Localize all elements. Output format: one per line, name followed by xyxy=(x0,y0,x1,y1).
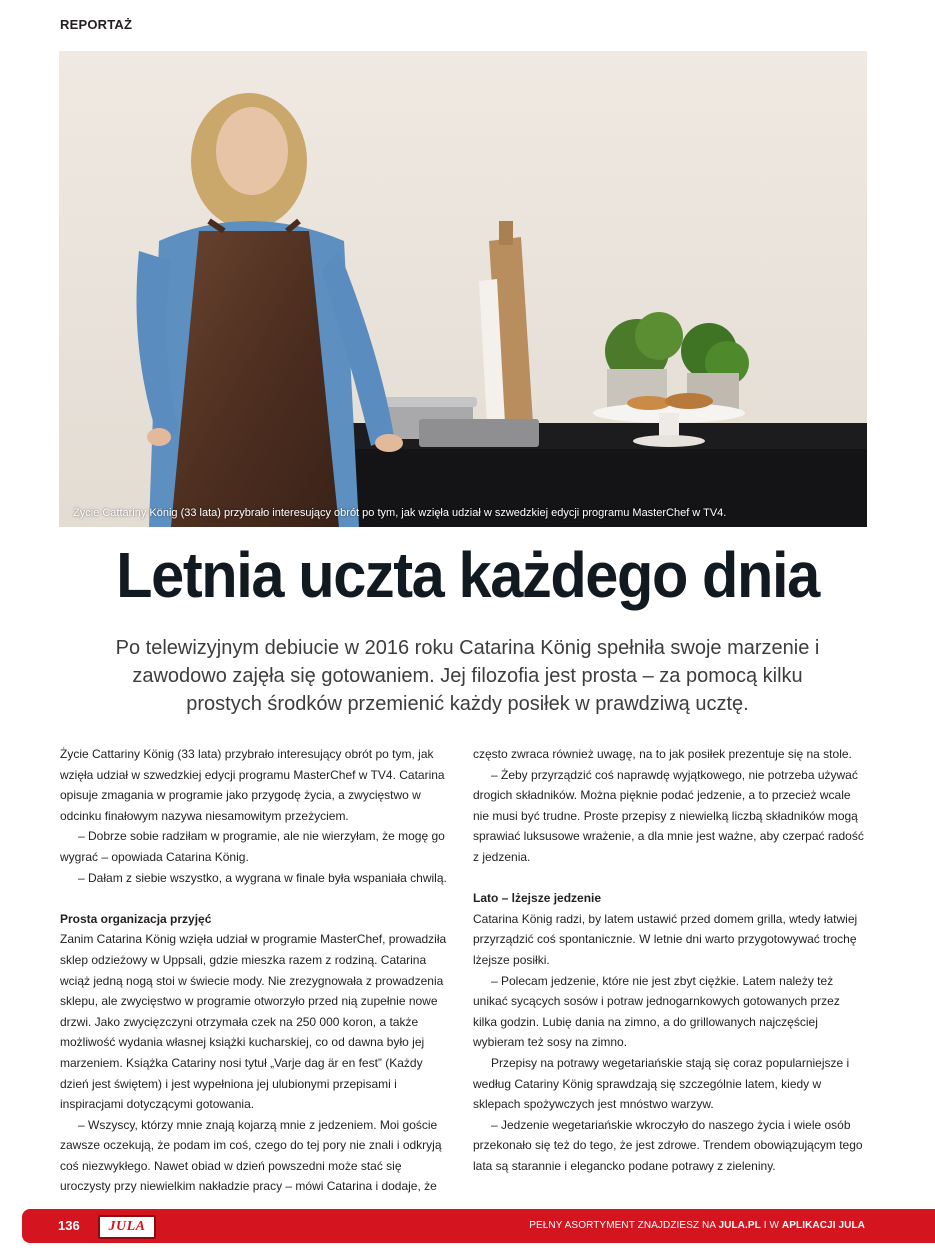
body-paragraph: często zwraca również uwagę, na to jak posiłek prezentuje się na stole. xyxy=(473,747,852,761)
footer-bar xyxy=(22,1209,935,1243)
subheading: Lato – lżejsze jedzenie xyxy=(473,891,602,906)
right-column xyxy=(473,744,865,1176)
hero-photo-illustration xyxy=(59,51,867,527)
headline: Letnia uczta każdego dnia xyxy=(116,539,819,611)
body-paragraph: – Żeby przyrządzić coś naprawdę wyjątkowego, nie potrzeba używać drogich składników. Można pięknie podać jedzenie, a to przecież wcale nie musi być trudne. Proste przepisy z niewielką liczbą składników mogą sprawiać luksusowe wrażenie, a dla mnie jest ważne, aby czerpać radość z jedzenia. xyxy=(473,767,864,864)
left-column xyxy=(60,744,452,1197)
body-paragraph: – Polecam jedzenie, które nie jest zbyt ciężkie. Latem należy też unikać sycących sosów i potraw jednogarnkowych gotowanych przez kilka godzin. Lubię dania na zimno, a do grillowanych najczęściej wybieram też sosy na zimno. xyxy=(473,973,840,1050)
footer-app-link[interactable]: APLIKACJI JULA xyxy=(781,1220,865,1231)
body-paragraph: Zanim Catarina König wzięła udział w programie MasterChef, prowadziła sklep odzieżowy w Uppsali, gdzie mieszka razem z rodziną. Catarina wciąż jedną nogą stoi w świecie mody. Nie zrezygnowała z prowadzenia sklepu, ale zwycięstwo w programie otworzyło przed nią zupełnie nowe drzwi. Jako zwycięzczyni otrzymała czek na 250 000 koron, a także możliwość wydania własnej książki kucharskiej, co od dawna było jej marzeniem. Książka Catariny nosi tytuł „Varje dag är en fest” (Każdy dzień jest świętem) i jest wypełniona jej ulubionymi przepisami i inspiracjami dotyczącymi gotowania. xyxy=(60,932,447,1112)
footer-note xyxy=(529,1220,865,1231)
jula-logo: JULA xyxy=(98,1215,156,1239)
hero-photo xyxy=(59,51,867,527)
footer-site-link[interactable]: JULA.PL xyxy=(718,1220,761,1231)
footer-prefix: PEŁNY ASORTYMENT ZNAJDZIESZ NA xyxy=(529,1220,719,1231)
body-paragraph: – Wszyscy, którzy mnie znają kojarzą mnie z jedzeniem. Moi goście zawsze oczekują, że podam im coś, czego do tej pory nie znali i odkryją coś niezwykłego. Nawet obiad w dzień powszedni może stać się uroczysty przy niewielkim nakładzie pracy – mówi Catarina i dodaje, że xyxy=(60,1117,442,1194)
footer-middle: I W xyxy=(760,1220,782,1231)
body-paragraph: – Dobrze sobie radziłam w programie, ale nie wierzyłam, że mogę go wygrać – opowiada Catarina König. xyxy=(60,829,445,864)
page-number: 136 xyxy=(58,1218,80,1233)
lead-paragraph: Po telewizyjnym debiucie w 2016 roku Catarina König spełniła swoje marzenie i zawodowo zajęła się gotowaniem. Jej filozofia jest prosta – za pomocą kilku prostych środków przemienić każdy posiłek w prawdziwą ucztę. xyxy=(115,637,820,715)
section-label: REPORTAŻ xyxy=(60,17,133,32)
photo-caption: Życie Cattariny König (33 lata) przybrało interesujący obrót po tym, jak wzięła udział w szwedzkiej edycji programu MasterChef w TV4. xyxy=(73,507,727,519)
body-paragraph: Catarina König radzi, by latem ustawić przed domem grilla, wtedy łatwiej przyrządzić coś spontanicznie. W letnie dni warto przygotowywać trochę lżejsze posiłki. xyxy=(473,911,858,967)
body-paragraph: Przepisy na potrawy wegetariańskie stają się coraz popularniejsze i według Catariny König sprawdzają się szczególnie latem, kiedy w sklepach spożywczych jest mnóstwo warzyw. xyxy=(473,1055,850,1112)
body-paragraph: – Dałam z siebie wszystko, a wygrana w finale była wspaniała chwilą. xyxy=(78,870,447,885)
subheading: Prosta organizacja przyjęć xyxy=(60,911,212,926)
body-paragraph: – Jedzenie wegetariańskie wkroczyło do naszego życia i wiele osób przekonało się też do tego, że jest zdrowe. Trendem obowiązującym tego lata są starannie i elegancko podane potrawy z zieleniny. xyxy=(473,1117,863,1173)
body-paragraph: Życie Cattariny König (33 lata) przybrało interesujący obrót po tym, jak wzięła udział w szwedzkiej edycji programu MasterChef w TV4. Catarina opisuje zmagania w programie jako przygodę życia, a zwycięstwo w odcinku finałowym nazywa niesamowitym przeżyciem. xyxy=(60,747,445,823)
